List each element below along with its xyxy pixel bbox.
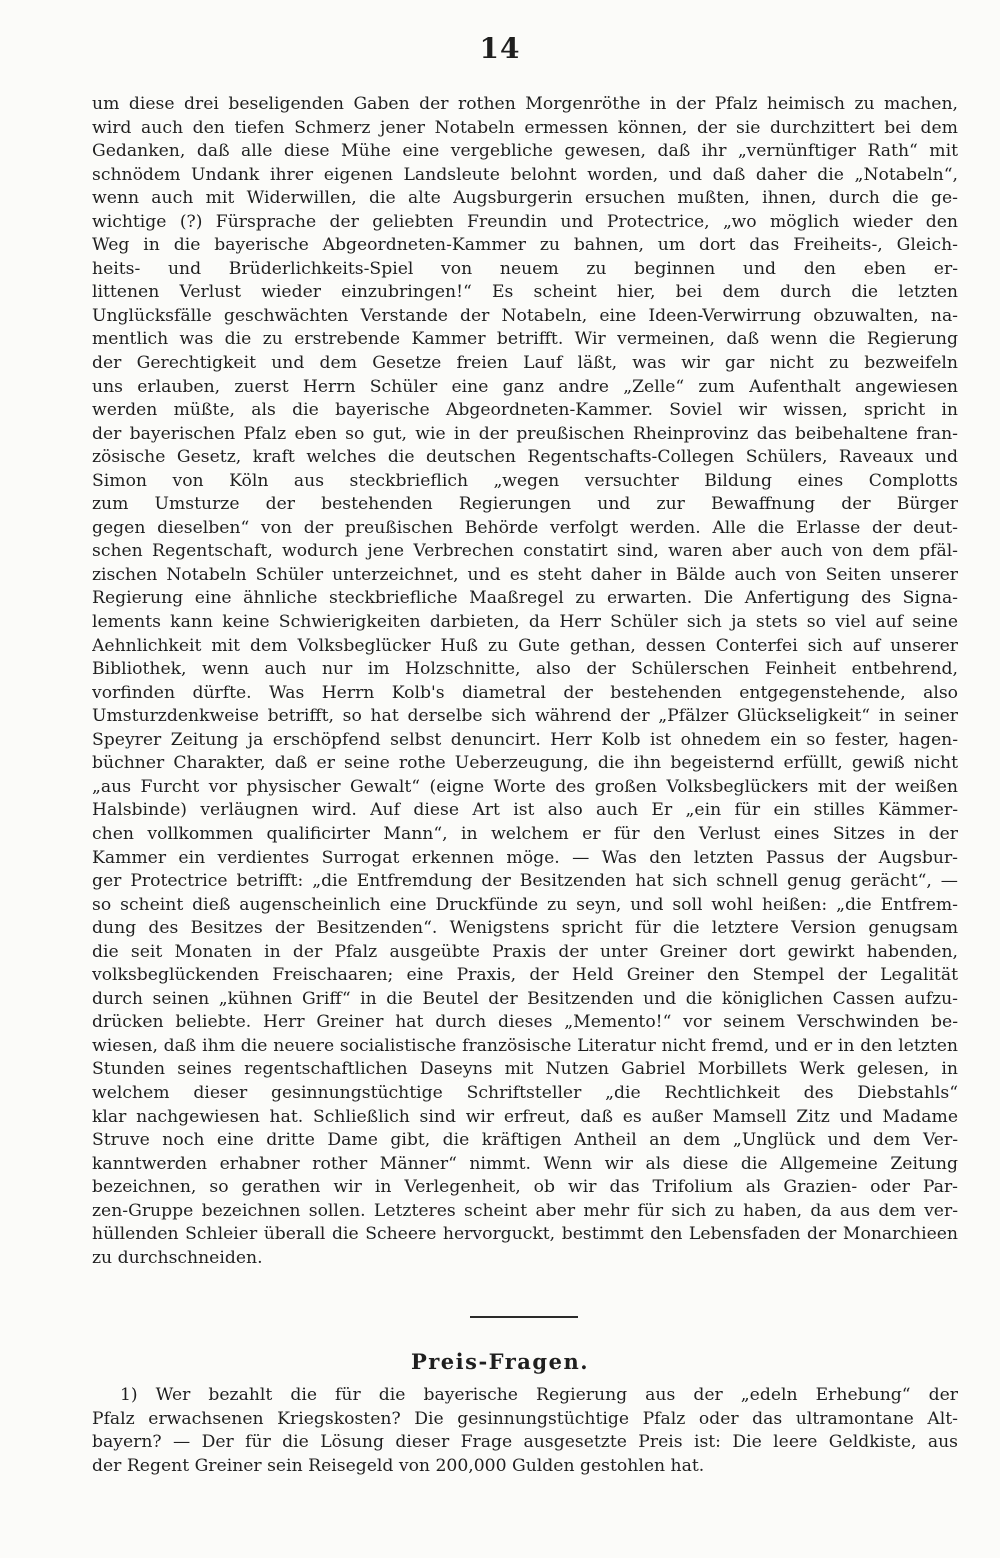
text-line: die seit Monaten in der Pfalz ausgeübte Praxis der unter Greiner dort gewirkt habenden, xyxy=(92,941,958,962)
text-line: Kammer ein verdientes Surrogat erkennen möge. — Was den letzten Passus der Augsbur- xyxy=(92,847,958,868)
text-line: „aus Furcht vor physischer Gewalt“ (eigne Worte des großen Volksbeglückers mit der weißen xyxy=(92,776,958,797)
text-line: bezeichnen, so gerathen wir in Verlegenheit, ob wir das Trifolium als Grazien- oder Par- xyxy=(92,1177,958,1198)
text-line: welchem dieser gesinnungstüchtige Schriftsteller „die Rechtlichkeit des Diebstahls“ xyxy=(92,1082,958,1103)
text-line: dung des Besitzes der Besitzenden“. Wenigstens spricht für die letztere Version genugsam xyxy=(92,918,958,939)
text-line: klar nachgewiesen hat. Schließlich sind wir erfreut, daß es außer Mamsell Zitz und Madame xyxy=(92,1106,958,1127)
section-heading: Preis-Fragen. xyxy=(410,1349,590,1374)
text-line: Simon von Köln aus steckbrieflich „wegen versuchter Bildung eines Complotts xyxy=(92,470,958,491)
page-number: 14 xyxy=(479,32,521,65)
text-line: mentlich was die zu erstrebende Kammer betrifft. Wir vermeinen, daß wenn die Regierung xyxy=(92,329,958,350)
text-line: kanntwerden erhabner rother Männer“ nimmt. Wenn wir als diese die Allgemeine Zeitung xyxy=(92,1153,958,1174)
question-line: der Regent Greiner sein Reisegeld von 200,000 Gulden gestohlen hat. xyxy=(92,1455,705,1476)
main-paragraph xyxy=(92,93,958,1270)
text-line: schen Regentschaft, wodurch jene Verbrechen constatirt sind, waren aber auch von dem pfäl- xyxy=(92,541,958,562)
text-line: heits- und Brüderlichkeits-Spiel von neuem zu beginnen und den eben er- xyxy=(92,258,958,279)
text-line: zösische Gesetz, kraft welches die deutschen Regentschafts-Collegen Schülers, Raveaux und xyxy=(92,447,958,468)
text-line: schnödem Undank ihrer eigenen Landsleute belohnt worden, und daß daher die „Notabeln“, xyxy=(92,164,958,185)
text-line: Unglücksfälle geschwächten Verstande der Notabeln, eine Ideen-Verwirrung obzuwalten, na- xyxy=(92,305,958,326)
text-line: lements kann keine Schwierigkeiten darbieten, da Herr Schüler sich ja stets so viel auf seine xyxy=(92,612,958,633)
text-line: Gedanken, daß alle diese Mühe eine vergebliche gewesen, daß ihr „vernünftiger Rath“ mit xyxy=(92,141,958,162)
text-line: gegen dieselben“ von der preußischen Behörde verfolgt werden. Alle die Erlasse der deut- xyxy=(92,517,958,538)
text-line: Regierung eine ähnliche steckbriefliche Maaßregel zu erwarten. Die Anfertigung des Signa- xyxy=(92,588,958,609)
text-line: büchner Charakter, daß er seine rothe Ueberzeugung, die ihn begeisternd erfüllt, gewiß nicht xyxy=(92,753,958,774)
text-line: uns erlauben, zuerst Herrn Schüler eine ganz andre „Zelle“ zum Aufenthalt angewiesen xyxy=(92,376,958,397)
text-line: Stunden seines regentschaftlichen Daseyns mit Nutzen Gabriel Morbillets Werk gelesen, in xyxy=(92,1059,958,1080)
text-line: drücken beliebte. Herr Greiner hat durch dieses „Memento!“ vor seinem Verschwinden be- xyxy=(92,1012,958,1033)
question-line: Pfalz erwachsenen Kriegskosten? Die gesinnungstüchtige Pfalz oder das ultramontane Alt- xyxy=(92,1408,958,1429)
text-line: ger Protectrice betrifft: „die Entfremdung der Besitzenden hat sich schnell genug gerächt“, — xyxy=(92,871,958,892)
section-divider xyxy=(470,1316,578,1318)
text-line: zen-Gruppe bezeichnen sollen. Letzteres scheint aber mehr für sich zu haben, da aus dem ver- xyxy=(92,1200,958,1221)
text-line: Bibliothek, wenn auch nur im Holzschnitte, also der Schülerschen Feinheit entbehrend, xyxy=(92,659,958,680)
text-line: Halsbinde) verläugnen wird. Auf diese Art ist also auch Er „ein für ein stilles Kämmer- xyxy=(92,800,958,821)
text-line: wichtige (?) Fürsprache der geliebten Freundin und Protectrice, „wo möglich wieder den xyxy=(92,211,958,232)
text-line: zum Umsturze der bestehenden Regierungen und zur Bewaffnung der Bürger xyxy=(92,494,958,515)
question-line: bayern? — Der für die Lösung dieser Frage ausgesetzte Preis ist: Die leere Geldkiste, aus xyxy=(92,1432,958,1453)
text-line: so scheint dieß augenscheinlich eine Druckfünde zu seyn, und soll wohl heißen: „die Entfrem- xyxy=(92,894,958,915)
question-line: 1) Wer bezahlt die für die bayerische Regierung aus der „edeln Erhebung“ der xyxy=(120,1385,958,1405)
prize-question xyxy=(92,1384,958,1478)
text-line: Speyrer Zeitung ja erschöpfend selbst denuncirt. Herr Kolb ist ohnedem ein so fester, hagen- xyxy=(92,729,958,750)
text-line: Aehnlichkeit mit dem Volksbeglücker Huß zu Gute gethan, dessen Conterfei sich auf unserer xyxy=(92,635,958,656)
text-line: vorfinden dürfte. Was Herrn Kolb's diametral der bestehenden entgegenstehende, also xyxy=(92,682,958,703)
text-line: um diese drei beseligenden Gaben der rothen Morgenröthe in der Pfalz heimisch zu machen, xyxy=(92,94,958,114)
text-line: der Gerechtigkeit und dem Gesetze freien Lauf läßt, was wir gar nicht zu bezweifeln xyxy=(92,353,958,374)
text-line: wiesen, daß ihm die neuere socialistische französische Literatur nicht fremd, und er in den letzten xyxy=(92,1035,958,1056)
text-line: zu durchschneiden. xyxy=(92,1247,263,1268)
text-line: zischen Notabeln Schüler unterzeichnet, und es steht daher in Bälde auch von Seiten unserer xyxy=(92,564,958,585)
text-line: durch seinen „kühnen Griff“ in die Beutel der Besitzenden und die königlichen Cassen aufzu- xyxy=(92,988,958,1009)
text-line: Umsturzdenkweise betrifft, so hat derselbe sich während der „Pfälzer Glückseligkeit“ in seiner xyxy=(92,706,958,727)
text-line: chen vollkommen qualificirter Mann“, in welchem er für den Verlust eines Sitzes in der xyxy=(92,823,958,844)
text-line: werden müßte, als die bayerische Abgeordneten-Kammer. Soviel wir wissen, spricht in xyxy=(92,400,958,421)
text-line: volksbeglückenden Freischaaren; eine Praxis, der Held Greiner den Stempel der Legalität xyxy=(92,965,958,986)
text-line: wird auch den tiefen Schmerz jener Notabeln ermessen können, der sie durchzittert bei dem xyxy=(92,117,958,138)
text-line: der bayerischen Pfalz eben so gut, wie in der preußischen Rheinprovinz das beibehaltene fran- xyxy=(92,423,958,444)
text-line: littenen Verlust wieder einzubringen!“ Es scheint hier, bei dem durch die letzten xyxy=(92,282,958,303)
text-line: Struve noch eine dritte Dame gibt, die kräftigen Antheil an dem „Unglück und dem Ver- xyxy=(92,1130,958,1151)
text-line: hüllenden Schleier überall die Scheere hervorguckt, bestimmt den Lebensfaden der Monarchieen xyxy=(92,1224,958,1245)
text-line: Weg in die bayerische Abgeordneten-Kammer zu bahnen, um dort das Freiheits-, Gleich- xyxy=(92,235,958,256)
text-line: wenn auch mit Widerwillen, die alte Augsburgerin ersuchen mußten, ihnen, durch die ge- xyxy=(92,188,958,209)
